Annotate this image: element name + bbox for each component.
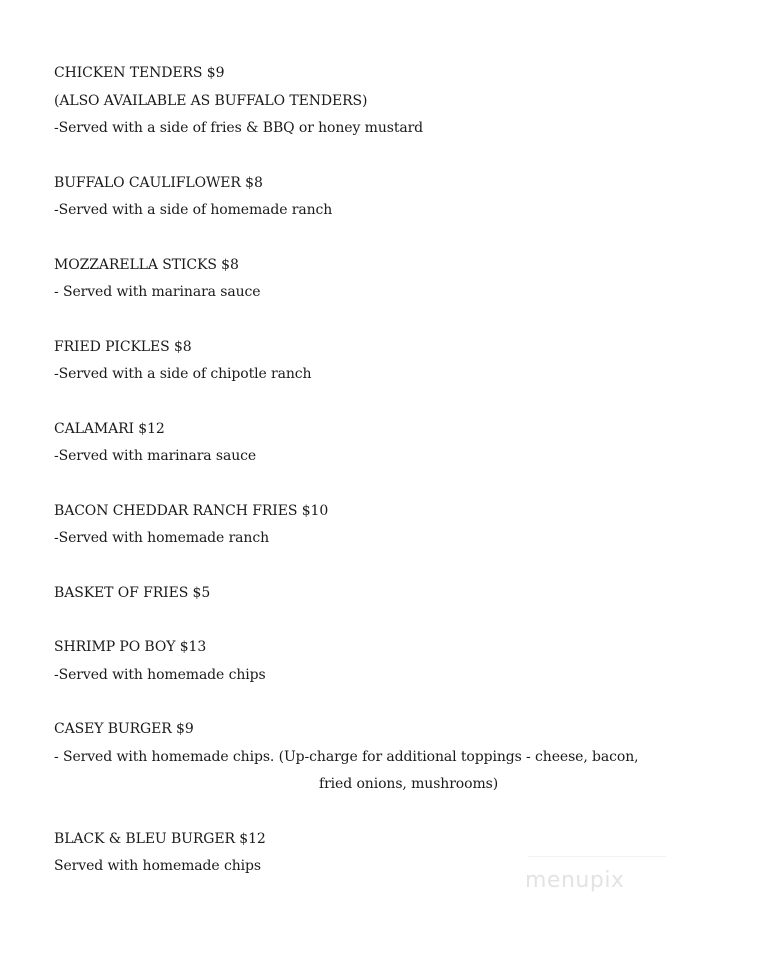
menu-item-title: SHRIMP PO BOY $13: [54, 639, 207, 655]
menu-item-basket-of-fries: [54, 580, 714, 608]
menu-item-description: -Served with a side of homemade ranch: [54, 202, 333, 218]
menupix-watermark: menupix: [525, 868, 625, 893]
menu-item-title: FRIED PICKLES $8: [54, 338, 192, 355]
menu-item-chicken-tenders: [54, 60, 714, 143]
menu-item-title: BUFFALO CAULIFLOWER $8: [54, 174, 263, 191]
menu-item-title: MOZZARELLA STICKS $8: [54, 256, 239, 273]
menu-item-fried-pickles: [54, 334, 714, 389]
menu-item-note: (ALSO AVAILABLE AS BUFFALO TENDERS): [54, 92, 368, 109]
menu-item-title: BASKET OF FRIES $5: [54, 584, 211, 601]
menu-item-shrimp-po-boy: [54, 634, 714, 689]
menu-item-description: -Served with homemade chips: [54, 666, 266, 683]
menu-item-description: Served with homemade chips: [54, 858, 261, 874]
menu-item-description: -Served with a side of chipotle ranch: [54, 366, 312, 382]
menu-item-description: - Served with marinara sauce: [54, 284, 261, 300]
menu-item-mozzarella-sticks: [54, 252, 714, 307]
menu-item-title: CASEY BURGER $9: [54, 721, 194, 737]
menu-item-title: CHICKEN TENDERS $9: [54, 65, 225, 81]
menu-item-casey-burger: [54, 716, 714, 799]
menu-item-title: CALAMARI $12: [54, 420, 165, 437]
menu-item-description: -Served with homemade ranch: [54, 530, 269, 546]
menu-item-title: BLACK & BLEU BURGER $12: [54, 830, 266, 847]
menu-item-calamari: [54, 416, 714, 471]
menu-item-bacon-cheddar-ranch-fries: [54, 498, 714, 553]
menu-item-description-continued: fried onions, mushrooms): [319, 776, 499, 792]
menu-item-description: -Served with marinara sauce: [54, 448, 257, 464]
watermark-rule: [528, 856, 666, 857]
menu-item-description: -Served with a side of fries & BBQ or honey mustard: [54, 120, 424, 136]
menu-item-buffalo-cauliflower: [54, 170, 714, 225]
menu-item-title: BACON CHEDDAR RANCH FRIES $10: [54, 502, 329, 519]
menu-list: [54, 60, 714, 881]
menu-item-description: - Served with homemade chips. (Up-charge for additional toppings - cheese, bacon,: [54, 748, 639, 765]
